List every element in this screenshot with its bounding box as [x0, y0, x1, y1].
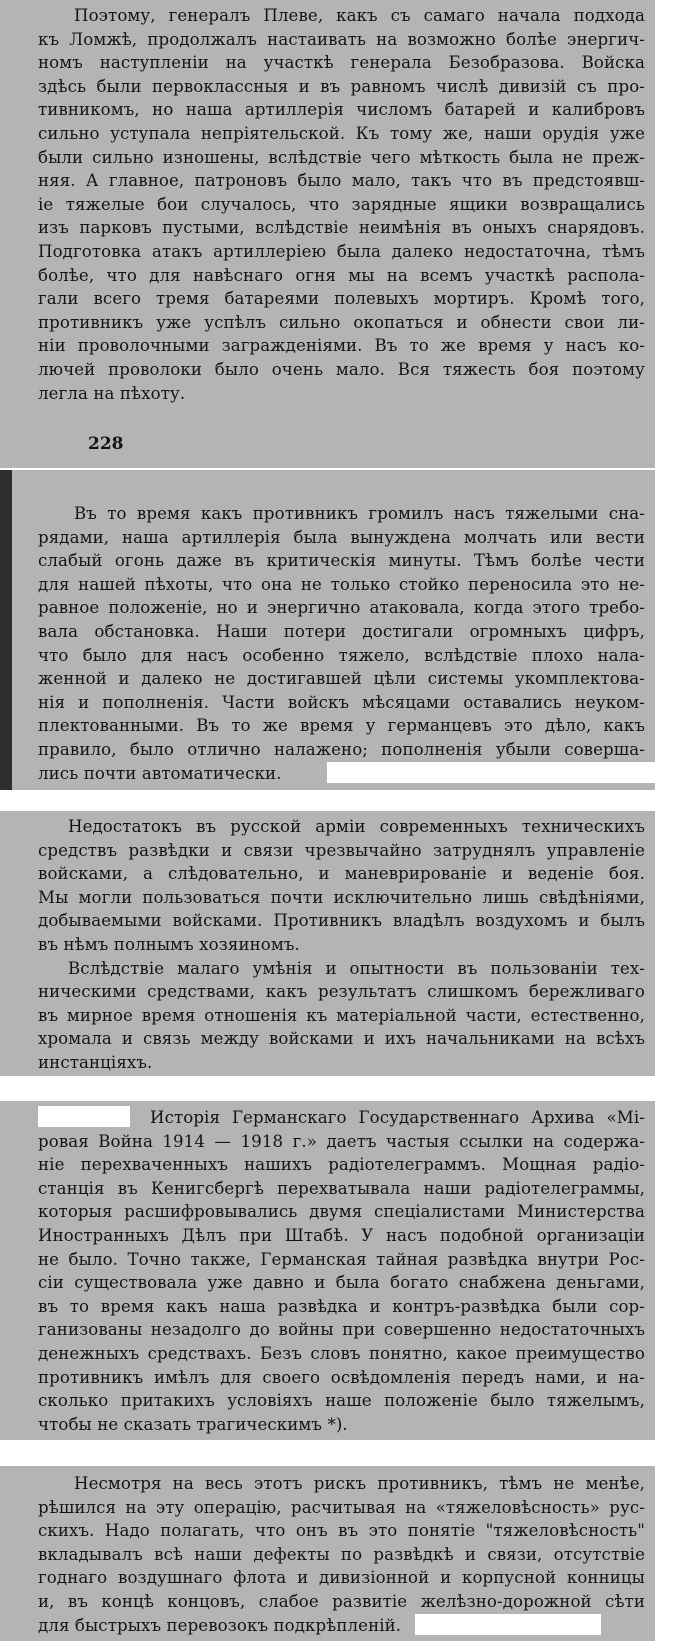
- text-line: Несмотря на весь этотъ рискъ противникъ, тѣмъ не менѣе,: [74, 1474, 645, 1493]
- redaction-block: [38, 1106, 130, 1127]
- text-line: слабый огонь даже въ критическія минуты. Тѣмъ болѣе чести: [38, 551, 645, 571]
- text-line: противникъ уже успѣлъ сильно окопаться и обнести свои ли-: [38, 312, 645, 332]
- text-line: ганизованы незадолго до войны при совершенно недостаточныхъ: [38, 1320, 645, 1340]
- text-line: сіи существовала уже давно и была богато снабжена деньгами,: [38, 1273, 645, 1293]
- text-line: нія и пополненія. Части войскъ мѣсяцами оставались неуком-: [38, 692, 645, 712]
- text-line: тивникомъ, но наша артиллерія числомъ батарей и калибровъ: [38, 100, 645, 120]
- text-line: въ то время какъ наша развѣдка и контръ-развѣдка были сор-: [38, 1296, 645, 1316]
- text-clipping-2: [0, 470, 655, 790]
- text-line: инстанціяхъ.: [38, 1052, 153, 1072]
- text-line: Недостатокъ въ русской арміи современныхъ техническихъ: [68, 817, 645, 836]
- text-fragment: для быстрыхъ перевозокъ подкрѣпленій.: [38, 1615, 402, 1635]
- text-line: рядами, наша артиллерія была вынуждена молчать или вести: [38, 527, 645, 547]
- text-fragment: лись почти автоматически.: [38, 763, 282, 783]
- text-line: сильно уступала непріятельской. Къ тому же, наши орудія уже: [38, 123, 645, 143]
- text-line: средствъ развѣдки и связи чрезвычайно затруднялъ управленіе: [38, 840, 645, 860]
- text-line: къ Ломжѣ, продолжалъ настаивать на возможно болѣе энергич-: [38, 29, 645, 49]
- text-line: вала обстановка. Наши потери достигали огромныхъ цифръ,: [38, 621, 645, 641]
- text-clipping-3: [0, 811, 655, 1076]
- text-line: лючей проволоки было очень мало. Вся тяжесть боя поэтому: [38, 359, 645, 379]
- text-line: добываемыми войсками. Противникъ владѣлъ воздухомъ и былъ: [38, 911, 645, 931]
- text-line: номъ наступленіи на участкѣ генерала Безобразова. Войска: [38, 53, 645, 73]
- redaction-block: [415, 1614, 601, 1635]
- text-line: Поэтому, генералъ Плеве, какъ съ самаго начала подхода: [74, 6, 645, 25]
- page-number: 228: [88, 434, 124, 454]
- text-line: ніе перехваченныхъ нашихъ радіотелеграммъ. Мощная радіо-: [38, 1155, 645, 1175]
- text-line: станція въ Кенигсбергѣ перехватывала наши радіотелеграммы,: [38, 1178, 645, 1198]
- text-line: ническими средствами, какъ результатъ слишкомъ бережливаго: [38, 982, 645, 1002]
- text-clipping-5: [0, 1466, 655, 1641]
- text-line: въ мирное время отношенія къ матеріальной части, естественно,: [38, 1005, 645, 1025]
- text-clipping-1: [0, 0, 655, 468]
- binding-shadow: [0, 470, 12, 790]
- text-line: гали всего тремя батареями полевыхъ мортиръ. Кромѣ того,: [38, 289, 645, 309]
- text-line: войсками, а слѣдовательно, и маневрированіе и веденіе боя.: [38, 864, 645, 884]
- text-line: хромала и связь между войсками и ихъ начальниками на всѣхъ: [38, 1029, 645, 1049]
- text-line: Подготовка атакъ артиллеріею была далеко недостаточна, тѣмъ: [38, 241, 645, 261]
- text-line: были сильно изношены, вслѣдствіе чего мѣткость была не преж-: [38, 147, 645, 167]
- text-line: противникъ имѣлъ для своего освѣдомленія передъ нами, и на-: [38, 1367, 645, 1387]
- text-line: которыя расшифровывались двумя спеціалистами Министерства: [38, 1202, 645, 1222]
- text-line: Мы могли пользоваться почти исключительно лишь свѣдѣніями,: [38, 887, 645, 907]
- text-line: ровая Война 1914 — 1918 г.» даетъ частыя ссылки на содержа-: [38, 1131, 645, 1151]
- redaction-block: [327, 762, 655, 783]
- text-line: что было для насъ особенно тяжело, вслѣдствіе плохо нала-: [38, 645, 645, 665]
- text-line: не было. Точно также, Германская тайная развѣдка внутри Рос-: [38, 1249, 645, 1269]
- text-line: правило, было отлично налажено; пополненія убыли соверша-: [38, 739, 645, 759]
- text-line: для нашей пѣхоты, что она не только стойко переносила это не-: [38, 574, 645, 594]
- text-fragment: Исторія Германскаго Государственнаго Архива «Мі-: [150, 1108, 645, 1127]
- text-line: вкладывалъ всѣ наши дефекты по развѣдкѣ и связи, отсутствіе: [38, 1544, 645, 1564]
- text-line: Вслѣдствіе малаго умѣнія и опытности въ пользованіи тех-: [68, 958, 645, 978]
- text-line: скихъ. Надо полагать, что онъ въ это понятіе "тяжеловѣсность": [38, 1521, 645, 1541]
- text-line: женной и далеко не достигавшей цѣли системы укомплектова-: [38, 669, 645, 689]
- text-line: денежныхъ средствахъ. Безъ словъ понятно, какое преимущество: [38, 1343, 645, 1363]
- text-line: равное положеніе, но и энергично атаковала, когда этого требо-: [38, 598, 645, 618]
- text-line: [38, 1614, 645, 1638]
- text-line: плектованными. Въ то же время у германцевъ это дѣло, какъ: [38, 716, 645, 736]
- text-line: легла на пѣхоту.: [38, 383, 186, 403]
- text-line: здѣсь были первоклассныя и въ равномъ числѣ дивизій съ про-: [38, 76, 645, 96]
- text-line: въ нѣмъ полнымъ хозяиномъ.: [38, 934, 300, 954]
- text-line: изъ парковъ пустыми, вслѣдствіе неимѣнія въ оныхъ снарядовъ.: [38, 218, 645, 238]
- text-line: Въ то время какъ противникъ громилъ насъ тяжелыми сна-: [74, 504, 645, 523]
- text-line: болѣе, что для навѣснаго огня мы на всемъ участкѣ распола-: [38, 265, 645, 285]
- text-line: ніи проволочными загражденіями. Въ то же время у насъ ко-: [38, 336, 645, 356]
- text-line: [38, 1106, 645, 1130]
- text-line: чтобы не сказать трагическимъ *).: [38, 1414, 348, 1434]
- text-line: рѣшился на эту операцію, расчитывая на «тяжеловѣсность» рус-: [38, 1497, 645, 1517]
- text-clipping-4: [0, 1101, 655, 1440]
- text-line: няя. А главное, патроновъ было мало, такъ что въ предстоявш-: [38, 171, 645, 191]
- text-line: сколько притакихъ условіяхъ наше положеніе было тяжелымъ,: [38, 1391, 645, 1411]
- text-line: [38, 762, 645, 786]
- text-line: іе тяжелые бои случалось, что зарядные ящики возвращались: [38, 194, 645, 214]
- text-line: Иностранныхъ Дѣлъ при Штабѣ. У насъ подобной организаціи: [38, 1225, 645, 1245]
- text-line: и, въ концѣ концовъ, слабое развитіе желѣзно-дорожной сѣти: [38, 1591, 645, 1611]
- text-line: годнаго воздушнаго флота и дивизіонной и корпусной конницы: [38, 1568, 645, 1588]
